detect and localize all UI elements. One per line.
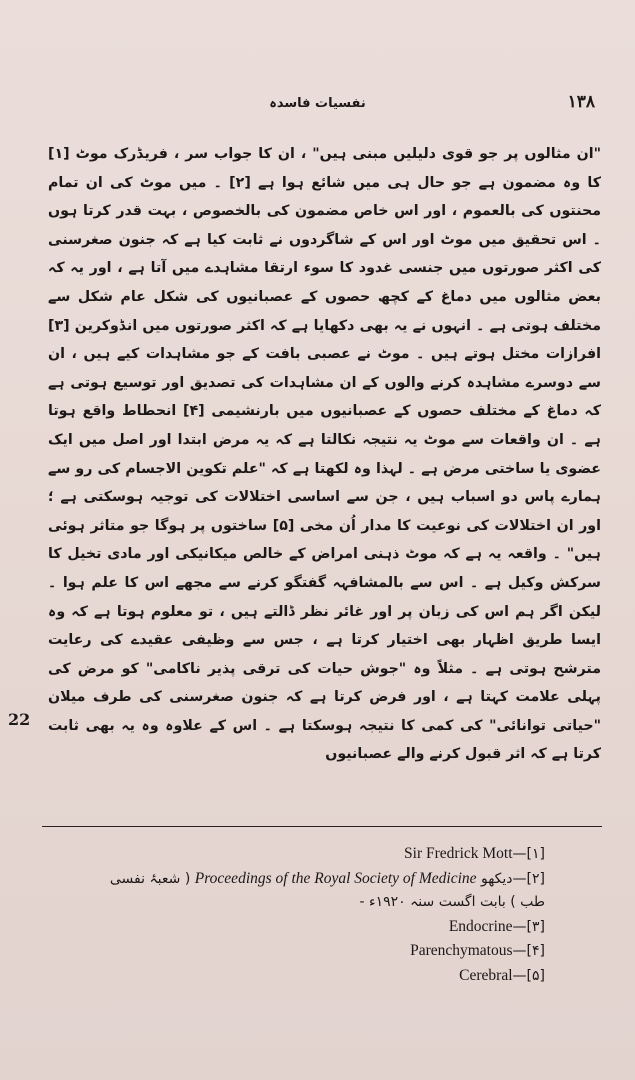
footnote-urdu-note: ( شعبۂ نفسی — [109, 870, 191, 887]
footnote-4 — [40, 939, 545, 964]
body-paragraph: "ان مثالوں پر جو قوی دلیلیں مبنی ہیں" ، ان کا جواب سر ، فریڈرک موٹ [۱] کا وہ مضمون ہے جو حال ہی میں شائع ہوا ہے [۲] ۔ میں موٹ کی ان تمام محنتوں کی بالعموم ، اور اس خاص مضمون کی بالخصوص ، بہت قدر کرتا ہوں ۔ اس تحقیق میں موٹ اور اس کے شاگردوں نے ثابت کیا ہے کہ جنون صغرسنی کی اکثر صورتوں میں جنسی غدود کا سوء ارتقا مشاہدے میں آتا ہے ، اور یہ کہ بعض مثالوں میں دماغ کے کچھ حصوں کے عصبانیوں کی شکل عام شکل سے مختلف ہوتی ہے ۔ انہوں نے یہ بھی دکھایا ہے کہ اکثر صورتوں میں انڈوکرین [۳] افرازات مختل ہوتے ہیں ۔ موٹ نے عصبی بافت کے جو مشاہدات کیے ہیں ، ان سے دوسرے مشاہدہ کرنے والوں کے ان مشاہدات کی تصدیق اور توسیع ہوتی ہے کہ دماغ کے مختلف حصوں کے عصبانیوں میں بارنشیمی [۴] انحطاط واقع ہوتا ہے ۔ ان واقعات سے موٹ یہ نتیجہ نکالتا ہے کہ یہ مرض ابتدا اور اصل میں ایک عضوی یا ساختی مرض ہے ۔ لہذا وہ لکھتا ہے کہ "علم تکوین الاجسام کی رو سے ہمارے پاس دو اسباب ہیں ، جن سے اساسی اختلالات کی توجیہ ہوسکتی ہے ؛ اور ان اختلالات کی نوعیت کا مدار اُن مخی [۵] ساختوں پر ہوگا جو متاثر ہوئی ہیں" ۔ واقعہ یہ ہے کہ موٹ ذہنی امراض کے خالص میکانیکی اور مادی تخیل کا سرکش وکیل ہے ۔ اس سے بالمشافہہ گفتگو کرنے سے مجھے اس کا علم ہوا ۔ لیکن اگر ہم اس کی زبان پر اور غائر نظر ڈالتے ہیں ، تو معلوم ہوتا ہے کہ وہ ایسا طریق اظہار بھی اختیار کرتا ہے ، جس سے وظیفی عقیدے کی رعایت مترشح ہوتی ہے ۔ مثلاً وہ "جوش حیات کی ترقی پذیر ناکامی" کو مرض کی پہلی علامت کہتا ہے ، اور فرض کرتا ہے کہ جنون صغرسنی کی طرف میلان "حیاتی توانائی" کی کمی کا نتیجہ ہوسکتا ہے ۔ اس کے علاوہ وہ یہ بھی ثابت کرتا ہے کہ اثر قبول کرنے والے عصبانیوں — [48, 146, 601, 763]
footnote-english: Endocrine — [448, 917, 513, 935]
footnote-2-continued — [40, 891, 545, 915]
footnote-divider — [42, 826, 602, 827]
footnote-urdu-note: طب ) بابت اگست سنہ ۱۹۲۰ء - — [359, 894, 545, 910]
footnote-marker: [۴]— — [512, 943, 545, 959]
footnote-english: Cerebral — [459, 966, 513, 984]
footnote-english: Sir Fredrick Mott — [404, 845, 513, 862]
body-text — [48, 140, 601, 769]
footnote-english: Proceedings of the Royal Society of Medicine — [194, 869, 477, 887]
footnote-marker: [۳]— — [512, 918, 545, 935]
footnotes — [40, 842, 545, 988]
footnote-marker: [۵]— — [512, 967, 545, 984]
footnote-2 — [40, 867, 545, 892]
page-header — [40, 92, 595, 120]
footnote-marker: [۱]— — [512, 846, 545, 862]
footnote-marker: [۲]—دیکھو — [480, 870, 545, 887]
running-title: نفسیات فاسدہ — [269, 96, 366, 111]
footnote-3 — [40, 915, 545, 940]
footnote-5 — [40, 964, 545, 989]
margin-note: 22 — [8, 710, 31, 729]
page-number: ۱۳۸ — [567, 92, 595, 112]
footnote-english: Parenchymatous — [410, 942, 513, 959]
footnote-1 — [40, 842, 545, 867]
